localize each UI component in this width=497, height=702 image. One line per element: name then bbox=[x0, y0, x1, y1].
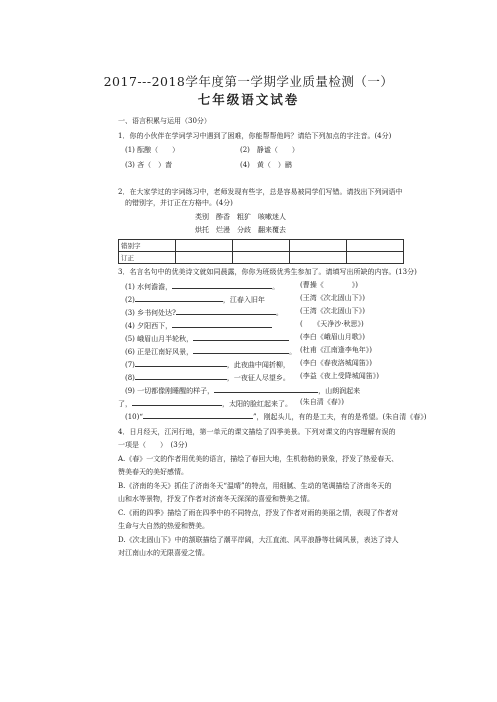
q3-line: (1) 水何澹澹， 。 bbox=[125, 283, 280, 291]
q4-option-b: 山和水等景物，抒发了作者对济南冬天深深的喜爱和赞美之情。 bbox=[118, 495, 314, 503]
q1-item: (4) 黄（ ）鹂 bbox=[240, 161, 292, 169]
q2-words: 类别 酢香 粗犷 咳嗽迷人 bbox=[195, 213, 286, 221]
answer-blank[interactable] bbox=[135, 359, 227, 367]
q4-option-a[interactable]: A.《春》一文的作者用优美的语言，描绘了春回大地，生机勃勃的景象，抒发了热爱春天、 bbox=[118, 455, 399, 463]
q4-option-c[interactable]: C.《雨的四季》描绘了雨在四季中的不同特点，抒发了作者对雨的美丽之情，表现了作者对 bbox=[118, 509, 399, 517]
q3-source: (李白《春夜洛城闻笛》) bbox=[300, 359, 372, 367]
answer-blank[interactable] bbox=[176, 307, 276, 315]
answer-cell[interactable] bbox=[233, 252, 290, 264]
answer-blank[interactable] bbox=[172, 320, 272, 328]
q4-option-c: 生命与大自然的热爱和赞美。 bbox=[118, 522, 209, 530]
answer-cell[interactable] bbox=[347, 240, 404, 252]
q3-source: ( 《天净沙·秋思》) bbox=[300, 320, 364, 328]
q4-option-b[interactable]: B.《济南的冬天》抓住了济南冬天“温晴”的特点，用细腻、生动的笔调描绘了济南冬天的 bbox=[118, 482, 392, 490]
q1-item: (2) 静谧（ ） bbox=[240, 146, 299, 154]
q3-source: (曹操《 》) bbox=[300, 281, 358, 289]
correction-table bbox=[118, 239, 404, 264]
q3-source: (杜甫《江南逢李龟年》) bbox=[300, 346, 372, 354]
answer-cell[interactable] bbox=[347, 252, 404, 264]
answer-blank[interactable] bbox=[193, 333, 289, 341]
q3-line: (9) 一切都像刚睡醒的样子， ，山朗润起来 bbox=[125, 387, 361, 395]
answer-cell[interactable] bbox=[290, 252, 347, 264]
table-row bbox=[119, 252, 404, 264]
exam-title: 2017---2018学年度第一学期学业质量检测（一） bbox=[103, 74, 394, 89]
answer-blank[interactable] bbox=[135, 294, 223, 302]
q4-stem: 一项是（ ） (3分) bbox=[118, 441, 188, 449]
table-header-cell: 错别字 bbox=[119, 240, 176, 252]
q3-line: 了， ，太阳的脸红起来了。 bbox=[118, 400, 292, 408]
q3-source: (王湾《次北固山下》) bbox=[300, 307, 365, 315]
q3-line: (10)“ ”，刚起头儿，有的是工夫，有的是希望。(朱自清《春》) bbox=[125, 413, 427, 421]
answer-blank[interactable] bbox=[143, 411, 253, 419]
answer-cell[interactable] bbox=[290, 240, 347, 252]
q2-stem: 2．在大家学过的字词练习中，老师发现有些字，总是容易被同学们写错。请找出下列词语中 bbox=[118, 188, 403, 196]
q1-item: (3) 吝（ ）啬 bbox=[125, 161, 173, 169]
answer-blank[interactable] bbox=[193, 346, 289, 354]
answer-blank[interactable] bbox=[135, 372, 227, 380]
q3-source: (李白《峨眉山月歌》) bbox=[300, 333, 365, 341]
exam-subtitle: 七年级语文试卷 bbox=[197, 92, 300, 107]
q1-item: (1) 酝酿（ ） bbox=[125, 146, 180, 154]
q2-words: 烘托 烂漫 分歧 翻来覆去 bbox=[195, 226, 286, 234]
q3-line: (2) ，江春入旧年 bbox=[125, 296, 265, 304]
q3-line: (6) 正是江南好风景， 。 bbox=[125, 348, 297, 356]
q3-line: (7) ，此夜曲中闻折柳， bbox=[125, 361, 290, 369]
q3-line: (5) 峨眉山月半轮秋， bbox=[125, 333, 289, 344]
table-row bbox=[119, 240, 404, 252]
q4-option-a: 赞美春天的美好感情。 bbox=[118, 468, 188, 476]
section-heading: 一、语言积累与运用（30分） bbox=[118, 117, 211, 125]
q3-line: (3) 乡书何处达? 。 bbox=[125, 309, 283, 317]
q2-stem: 的错别字，并订正在方格中。(4分) bbox=[125, 199, 233, 207]
q3-stem: 3．名言名句中的优美诗文就如同晨露，你你为班级优秀生参加了。请填写出所缺的内容。(13分) bbox=[118, 268, 417, 276]
q3-source: (王湾《次北固山下》) bbox=[300, 294, 365, 302]
answer-cell[interactable] bbox=[233, 240, 290, 252]
answer-blank[interactable] bbox=[214, 385, 318, 393]
q3-line: (8) ，一夜征人尽望乡。 bbox=[125, 374, 290, 382]
q3-line: (4) 夕阳西下， bbox=[125, 320, 272, 331]
q4-stem: 4．日月经天，江河行地，第一单元的课文描绘了四季美景。下列对课文的内容理解有误的 bbox=[118, 428, 396, 436]
q4-option-d: 对江南山水的无限喜爱之情。 bbox=[118, 549, 209, 557]
q1-stem: 1．你的小伙伴在学词学习中遇到了困难，你能帮帮他吗？请给下列加点的字注音。(4分) bbox=[118, 132, 392, 140]
table-header-cell: 订正 bbox=[119, 252, 176, 264]
q4-option-d[interactable]: D.《次北固山下》中的颔联描绘了潮平岸阔，大江直流、风平浪静等壮阔风景，表达了诗人 bbox=[118, 536, 399, 544]
answer-cell[interactable] bbox=[176, 252, 233, 264]
answer-blank[interactable] bbox=[172, 281, 272, 289]
q3-source: (朱自清《春》) bbox=[300, 398, 344, 406]
q3-source: (李益《夜上受降城闻笛》) bbox=[300, 372, 379, 380]
answer-cell[interactable] bbox=[176, 240, 233, 252]
answer-blank[interactable] bbox=[132, 398, 222, 406]
